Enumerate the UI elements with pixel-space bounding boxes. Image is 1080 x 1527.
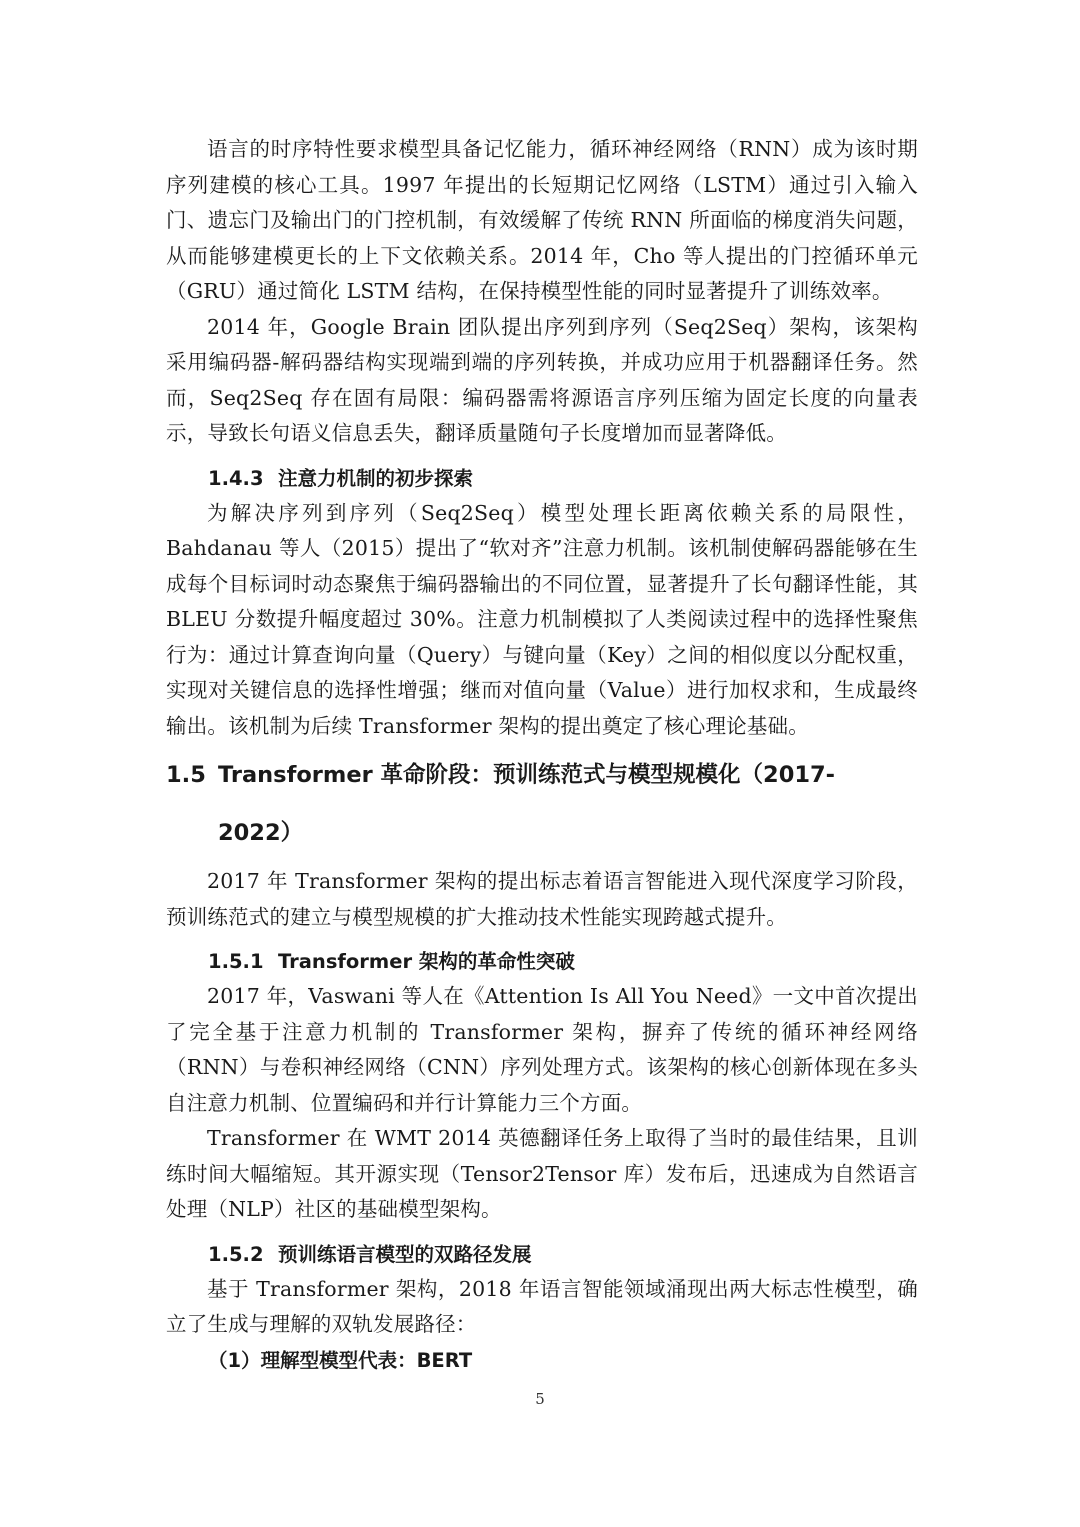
paragraph-dual-path: 基于 Transformer 架构，2018 年语言智能领域涌现出两大标志性模型，确立了生成与理解的双轨发展路径： <box>166 1276 918 1336</box>
paragraph-attention: 为解决序列到序列（Seq2Seq）模型处理长距离依赖关系的局限性，Bahdanau 等人（2015）提出了“软对齐”注意力机制。该机制使解码器能够在生成每个目标词时动态聚焦于编码器输出的不同位置，显著提升了长句翻译性能，其 BLEU 分数提升幅度超过 30%。注意力机制模拟了人类阅读过程中的选择性聚焦行为：通过计算查询向量（Query）与键向量（Key）之间的相似度以分配权重，实现对关键信息的选择性增强；继而对值向量（Value）进行加权求和，生成最终输出。该机制为后续 Transformer 架构的提出奠定了核心理论基础。 <box>166 500 918 738</box>
page-number: 5 <box>535 1390 545 1408</box>
heading-1-5-1 <box>166 945 918 979</box>
paragraph-rnn-lstm-gru: 语言的时序特性要求模型具备记忆能力，循环神经网络（RNN）成为该时期序列建模的核心工具。1997 年提出的长短期记忆网络（LSTM）通过引入输入门、遗忘门及输出门的门控机制，有效缓解了传统 RNN 所面临的梯度消失问题，从而能够建模更长的上下文依赖关系。2014 年，Cho 等人提出的门控循环单元（GRU）通过简化 LSTM 结构，在保持模型性能的同时显著提升了训练效率。 <box>166 137 918 303</box>
heading-number: 1.5.2 <box>208 1242 264 1266</box>
paragraph-seq2seq: 2014 年，Google Brain 团队提出序列到序列（Seq2Seq）架构，该架构采用编码器-解码器结构实现端到端的序列转换，并成功应用于机器翻译任务。然而，Seq2Seq 存在固有局限：编码器需将源语言序列压缩为固定长度的向量表示，导致长句语义信息丢失，翻译质量随句子长度增加而显著降低。 <box>166 314 918 445</box>
heading-1-5-2 <box>166 1238 918 1272</box>
subheading-bert: （1）理解型模型代表：BERT <box>208 1348 473 1372</box>
heading-title: 预训练语言模型的双路径发展 <box>278 1242 532 1266</box>
document-page <box>166 132 918 1379</box>
paragraph-wmt: Transformer 在 WMT 2014 英德翻译任务上取得了当时的最佳结果，且训练时间大幅缩短。其开源实现（Tensor2Tensor 库）发布后，迅速成为自然语言处理（NLP）社区的基础模型架构。 <box>166 1126 918 1221</box>
heading-title: Transformer 革命阶段：预训练范式与模型规模化（2017- <box>218 762 836 788</box>
paragraph-vaswani: 2017 年，Vaswani 等人在《Attention Is All You Need》一文中首次提出了完全基于注意力机制的 Transformer 架构，摒弃了传统的循环神经网络（RNN）与卷积神经网络（CNN）序列处理方式。该架构的核心创新体现在多头自注意力机制、位置编码和并行计算能力三个方面。 <box>166 984 918 1115</box>
paragraph-transformer-intro: 2017 年 Transformer 架构的提出标志着语言智能进入现代深度学习阶段，预训练范式的建立与模型规模的扩大推动技术性能实现跨越式提升。 <box>166 869 918 929</box>
heading-1-4-3 <box>166 462 918 496</box>
heading-number: 1.5 <box>166 762 206 788</box>
heading-number: 1.4.3 <box>208 466 264 490</box>
heading-1-5 <box>166 746 866 862</box>
heading-title: Transformer 架构的革命性突破 <box>278 950 575 973</box>
heading-title: 注意力机制的初步探索 <box>278 466 474 490</box>
heading-number: 1.5.1 <box>208 950 264 973</box>
heading-title-continued: 2022） <box>218 820 304 846</box>
